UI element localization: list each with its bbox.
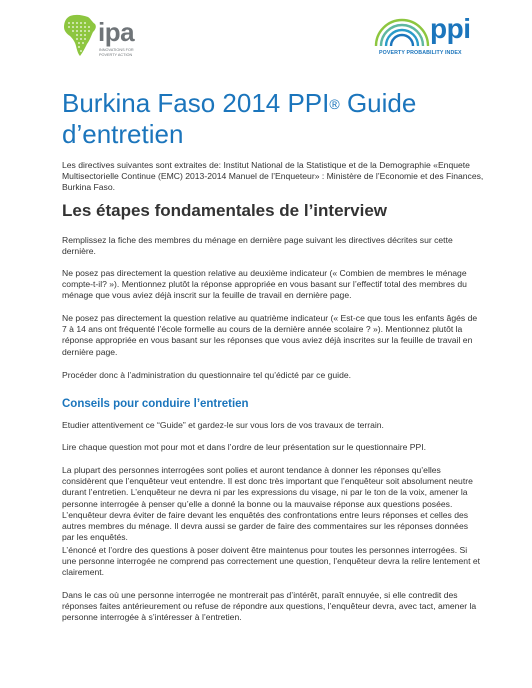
africa-map-icon — [62, 14, 98, 58]
registered-mark: ® — [329, 96, 340, 112]
paragraph: Lire chaque question mot pour mot et dans l’ordre de leur présentation sur le questionnaire PPI. — [62, 442, 427, 452]
page-title — [62, 88, 482, 150]
ipa-tagline: INNOVATIONS FOR POVERTY ACTION — [99, 48, 134, 57]
paragraph: Remplissez la fiche des membres du ménage en dernière page suivant les directives décrites sur cette dernière. — [62, 235, 453, 257]
ppi-logo — [372, 13, 492, 58]
paragraph: L’énoncé et l’ordre des questions à poser doivent être maintenus pour toutes les personnes interrogées. Si une personne interrogée ne comprend pas correctement une question, l’enquêteur devra la relire lentement et clairement. — [62, 545, 481, 578]
paragraph: Dans le cas où une personne interrogée ne montrerait pas d’intérêt, paraît ennuyée, si elle contredit des réponses faites antérieurement ou refuse de répondre aux questions, l’enquêteur devra, avec tact, amener la personne interrogée à s’intéresser à l’entretien. — [62, 590, 477, 623]
paragraph: Ne posez pas directement la question relative au deuxième indicateur (« Combien de membres le ménage compte-t-il? »). Mentionnez plutôt la réponse appropriée en vous basant sur l’effectif total des membres du ménage que vous aviez déjà inscrit sur la feuille de travail en dernière page. — [62, 268, 467, 301]
section-heading-steps: Les étapes fondamentales de l’interview — [62, 201, 388, 220]
paragraph: Ne posez pas directement la question relative au quatrième indicateur (« Est-ce que tous les enfants âgés de 7 à 14 ans ont fréquenté l’école formelle au cours de la dernière année scolaire ? »). Mentionnez plutôt la réponse appropriée en vous basant sur les réponses que vous aviez déjà inscrites sur la feuille de travail en dernière page. — [62, 313, 478, 357]
ppi-tagline: POVERTY PROBABILITY INDEX — [379, 50, 462, 56]
paragraph: Procéder donc à l’administration du questionnaire tel qu’édicté par ce guide. — [62, 370, 352, 380]
title-text-end: Guide d’entretien — [62, 88, 417, 149]
paragraph: La plupart des personnes interrogées sont polies et auront tendance à donner les réponses qu’elles considèrent que l’enquêteur veut entendre. Il est donc très important que l’enquêteur soit absolument neutre durant l’entretien. L’enquêteur ne devra ni par les expressions du visage, ni par le ton de la voix, amener la personne interrogée à penser qu’elle a donné la bonne ou la mauvaise réponse aux questions posées. L’enquêteur devra éviter de faire devant les enquêtés des confrontations entre leurs réponses et celles des autres membres du ménage. Il devra aussi se garder de faire des commentaires sur les réponses données par les enquêtés. — [62, 465, 473, 543]
title-text: Burkina Faso 2014 PPI — [62, 88, 330, 118]
section-heading-tips: Conseils pour conduire l’entretien — [62, 398, 249, 410]
ipa-logo — [62, 14, 152, 58]
ppi-logo-text: ppi — [430, 13, 471, 44]
paragraph: Etudier attentivement ce “Guide” et gardez-le sur vous lors de vos travaux de terrain. — [62, 420, 384, 430]
intro-paragraph: Les directives suivantes sont extraites de: Institut National de la Statistique et de la Demographie «Enquete Multisectorielle Continue (EMC) 2013-2014 Manuel de l’Enqueteur» : Ministère de l’Economie et des Finances, Burkina Faso. — [62, 160, 484, 192]
ipa-logo-text: ipa — [98, 17, 135, 47]
ppi-arc-icon — [372, 16, 430, 50]
